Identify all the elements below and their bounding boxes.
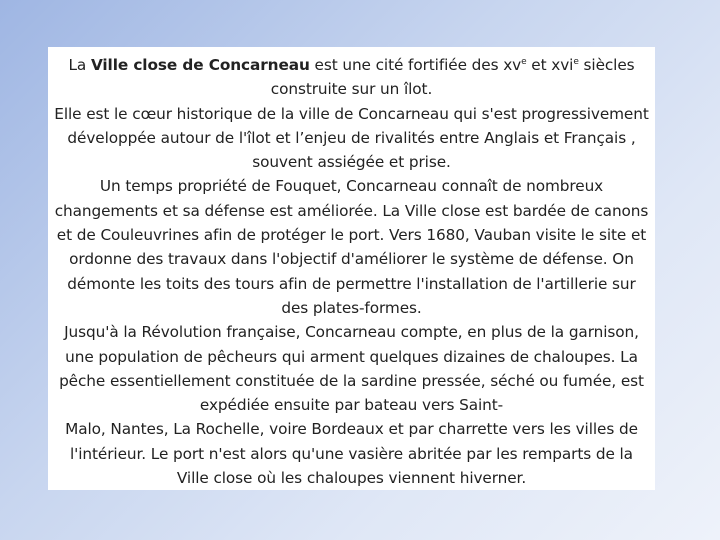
fishing-paragraph xyxy=(52,320,651,490)
intro-part3: siècles construite sur un îlot. xyxy=(270,56,635,99)
history-paragraph: Elle est le cœur historique de la ville de Concarneau qui s'est progressivement développée autour de l'îlot et l’enjeu de rivalités entre Anglais et Français , souvent assiégée et prise. xyxy=(54,104,649,172)
intro-part2: et xvi xyxy=(526,56,574,74)
intro-prefix: La xyxy=(68,56,91,74)
century-superscript-2: e xyxy=(573,57,579,67)
fishing-line-1: Jusqu'à la Révolution française, Concarneau compte, en plus de la garnison, une population de pêcheurs qui arment quelques dizaines de chaloupes. La pêche essentiellement constituée de la sardine pressée, séché ou fumée, est expédiée ensuite par bateau vers Saint- xyxy=(59,323,644,415)
defense-paragraph: Un temps propriété de Fouquet, Concarneau connaît de nombreux changements et sa défense est améliorée. La Ville close est bardée de canons et de Couleuvrines afin de protéger le port. Vers 1680, Vauban visite le site et ordonne des travaux dans l'objectif d'améliorer le système de défense. On démonte les toits des tours afin de permettre l'installation de l'artillerie sur des plates-formes. xyxy=(54,177,649,317)
fishing-line-2: Malo, Nantes, La Rochelle, voire Bordeaux et par charrette vers les villes de l'intérieur. Le port n'est alors qu'une vasière abritée par les remparts de la Ville close où les chaloupes viennent hiverner. xyxy=(65,420,638,488)
intro-part1: est une cité fortifiée des xv xyxy=(309,56,522,74)
text-box xyxy=(48,47,655,490)
intro-paragraph xyxy=(52,53,651,102)
title-bold: Ville close de Concarneau xyxy=(90,56,310,74)
century-superscript-1: e xyxy=(521,57,527,67)
